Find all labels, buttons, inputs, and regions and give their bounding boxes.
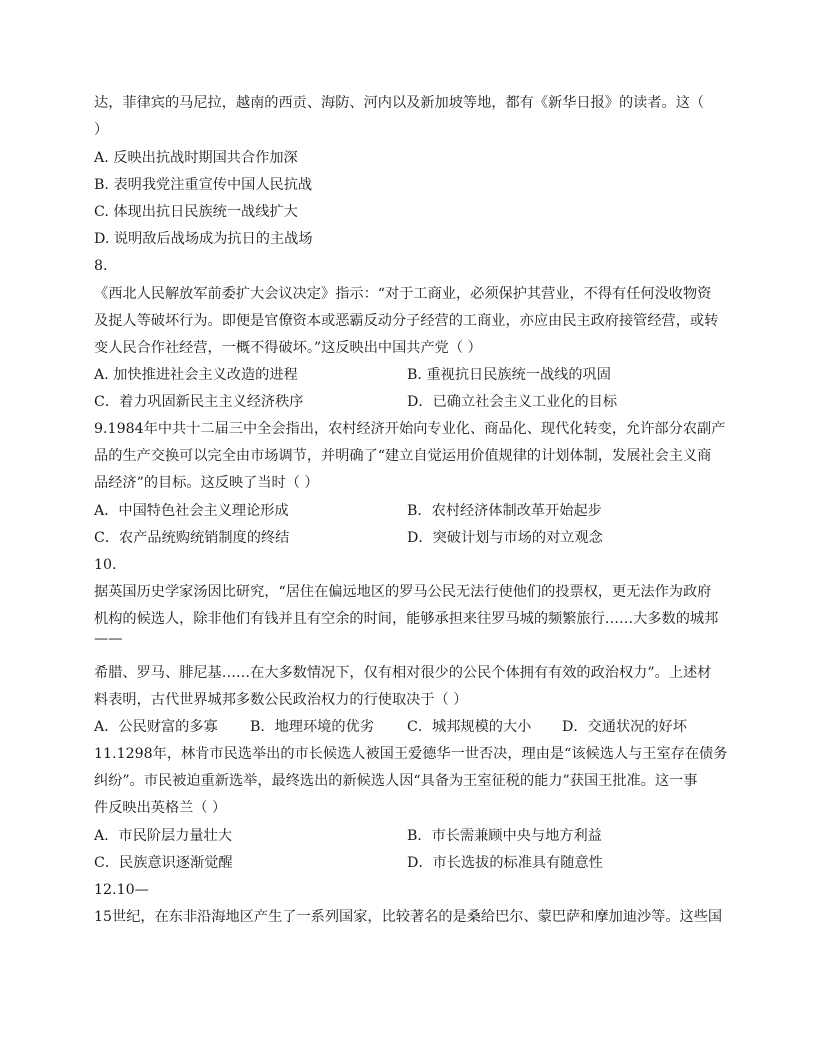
q7-option-b: B. 表明我党注重宣传中国人民抗战 xyxy=(94,177,313,193)
q9-option-b: B．农村经济体制改革开始起步 xyxy=(407,503,602,519)
q9-option-c: C．农产品统购统销制度的终结 xyxy=(94,530,290,546)
q7-stem-line: ） xyxy=(94,122,109,138)
q10-stem-line: 料表明，古代世界城邦多数公民政治权力的行使取决于（ ） xyxy=(94,692,468,708)
q10-option-d: D．交通状况的好坏 xyxy=(562,719,687,735)
q9-option-d: D．突破计划与市场的对立观念 xyxy=(407,530,603,546)
q8-stem-line: 及捉人等破坏行为。即便是官僚资本或恶霸反动分子经营的工商业，亦应由民主政府接管经营，或转 xyxy=(94,313,719,329)
q11-option-a: A．市民阶层力量壮大 xyxy=(94,828,232,844)
q11-option-d: D．市长选拔的标准具有随意性 xyxy=(407,855,603,871)
q7-stem-line: 达，菲律宾的马尼拉，越南的西贡、海防、河内以及新加坡等地，都有《新华日报》的读者。这（ xyxy=(94,95,705,111)
q8-stem-line: 变人民合作社经营，一概不得破坏。”这反映出中国共产党（ ） xyxy=(94,340,482,356)
q10-stem-line: 机构的候选人，除非他们有钱并且有空余的时间，能够承担来往罗马城的频繁旅行……大多数的城邦 xyxy=(94,611,719,627)
q11-stem-line: 纠纷”。市民被迫重新选举，最终选出的新候选人因“具备为王室征税的能力”获国王批准。这一事 xyxy=(94,773,698,789)
q11-stem-line: 11.1298年，林肯市民选举出的市长候选人被国王爱德华一世否决，理由是“该候选人与王室存在债务 xyxy=(94,746,728,762)
q8-option-c: C．着力巩固新民主主义经济秩序 xyxy=(94,394,304,410)
q8-stem-line: 《西北人民解放军前委扩大会议决定》指示：“对于工商业，必须保护其营业，不得有任何没收物资 xyxy=(94,286,712,302)
q7-option-a: A. 反映出抗战时期国共合作加深 xyxy=(94,150,298,166)
q10-stem-line: 希腊、罗马、腓尼基……在大多数情况下，仅有相对很少的公民个体拥有有效的政治权力”。上述材 xyxy=(94,665,712,681)
q9-option-a: A．中国特色社会主义理论形成 xyxy=(94,503,289,519)
q10-stem-dash: —— xyxy=(94,631,123,647)
q9-stem-line: 品经济”的目标。这反映了当时（ ） xyxy=(94,475,319,491)
q12-stem-line: 15世纪，在东非沿海地区产生了一系列国家，比较著名的是桑给巴尔、蒙巴萨和摩加迪沙等。这些国 xyxy=(94,909,723,925)
q12-stem-line: 12.10— xyxy=(94,882,149,898)
q7-option-d: D. 说明敌后战场成为抗日的主战场 xyxy=(94,231,313,247)
q10-number: 10. xyxy=(94,557,117,573)
q9-stem-line: 9.1984年中共十二届三中全会指出，农村经济开始向专业化、商品化、现代化转变，允许部分农副产 xyxy=(94,421,726,437)
q10-option-a: A．公民财富的多寡 xyxy=(94,719,218,735)
q8-number: 8. xyxy=(94,258,108,274)
q8-option-d: D．已确立社会主义工业化的目标 xyxy=(407,394,618,410)
q10-option-c: C．城邦规模的大小 xyxy=(407,719,532,735)
q11-option-b: B．市长需兼顾中央与地方利益 xyxy=(407,828,602,844)
q9-stem-line: 品的生产交换可以完全由市场调节，并明确了“建立自觉运用价值规律的计划体制，发展社会主义商 xyxy=(94,448,712,464)
q10-option-b: B．地理环境的优劣 xyxy=(250,719,374,735)
q7-option-c: C. 体现出抗日民族统一战线扩大 xyxy=(94,204,298,220)
q10-stem-line: 据英国历史学家汤因比研究，“居住在偏远地区的罗马公民无法行使他们的投票权，更无法作为政府 xyxy=(94,584,712,600)
q11-option-c: C．民族意识逐渐觉醒 xyxy=(94,855,233,871)
q11-stem-line: 件反映出英格兰（ ） xyxy=(94,800,227,816)
q8-option-b: B. 重视抗日民族统一战线的巩固 xyxy=(407,367,611,383)
q8-option-a: A. 加快推进社会主义改造的进程 xyxy=(94,367,298,383)
